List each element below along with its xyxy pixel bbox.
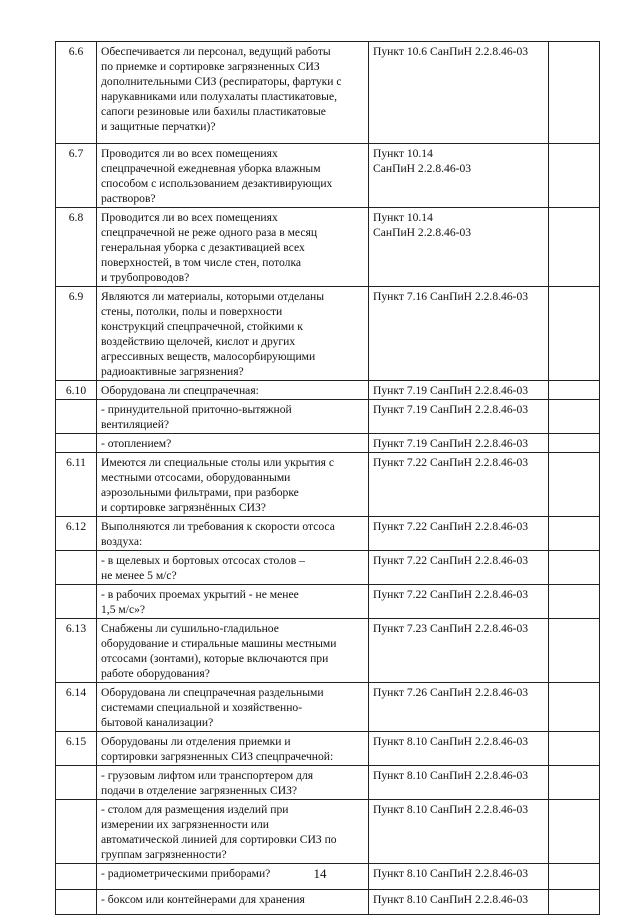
item-number: [56, 400, 97, 434]
answer-cell: [549, 732, 600, 766]
question-text: Проводится ли во всех помещениях спецпрачечной не реже одного раза в месяц генеральная уборка с дезактивацией всех поверхностей, в том числе стен, потолка и трубопроводов?: [97, 208, 369, 287]
answer-cell: [549, 434, 600, 453]
answer-cell: [549, 287, 600, 381]
norm-reference: Пункт 8.10 СанПиН 2.2.8.46-03: [369, 732, 549, 766]
answer-cell: [549, 800, 600, 864]
item-number: [56, 585, 97, 619]
norm-reference: Пункт 7.16 СанПиН 2.2.8.46-03: [369, 287, 549, 381]
norm-reference: Пункт 7.19 СанПиН 2.2.8.46-03: [369, 381, 549, 400]
question-text: Оборудована ли спецпрачечная:: [97, 381, 369, 400]
question-text: Являются ли материалы, которыми отделаны стены, потолки, полы и поверхности конструкций спецпрачечной, стойкими к воздействию щелочей, кислот и других агрессивных веществ, малосорбирующими радиоактивные загрязнения?: [97, 287, 369, 381]
question-text: Оборудованы ли отделения приемки и сортировки загрязненных СИЗ спецпрачечной:: [97, 732, 369, 766]
question-text: - в рабочих проемах укрытий - не менее 1,5 м/с»?: [97, 585, 369, 619]
answer-cell: [549, 208, 600, 287]
table-row: [56, 208, 600, 287]
question-text: Снабжены ли сушильно-гладильное оборудование и стиральные машины местными отсосами (зонтами), которые включаются при работе оборудования?: [97, 619, 369, 683]
item-number: [56, 766, 97, 800]
norm-reference: Пункт 7.26 СанПиН 2.2.8.46-03: [369, 683, 549, 732]
answer-cell: [549, 42, 600, 144]
question-text: Проводится ли во всех помещениях спецпрачечной ежедневная уборка влажным способом с использованием дезактивирующих растворов?: [97, 144, 369, 208]
item-number: 6.15: [56, 732, 97, 766]
page-number: 14: [313, 866, 327, 881]
question-text: - отоплением?: [97, 434, 369, 453]
norm-reference: Пункт 10.14 СанПиН 2.2.8.46-03: [369, 144, 549, 208]
table-row: [56, 144, 600, 208]
answer-cell: [549, 890, 600, 915]
item-number: 6.12: [56, 517, 97, 551]
answer-cell: [549, 453, 600, 517]
table-row: [56, 800, 600, 864]
answer-cell: [549, 517, 600, 551]
norm-reference: Пункт 7.19 СанПиН 2.2.8.46-03: [369, 434, 549, 453]
table-row: [56, 400, 600, 434]
table-row: [56, 890, 600, 915]
answer-cell: [549, 381, 600, 400]
question-text: - боксом или контейнерами для хранения: [97, 890, 369, 915]
table-row: [56, 551, 600, 585]
item-number: [56, 890, 97, 915]
table-row: [56, 732, 600, 766]
item-number: 6.6: [56, 42, 97, 144]
question-text: - в щелевых и бортовых отсосах столов – не менее 5 м/с?: [97, 551, 369, 585]
item-number: [56, 800, 97, 864]
norm-reference: Пункт 7.22 СанПиН 2.2.8.46-03: [369, 517, 549, 551]
norm-reference: Пункт 7.22 СанПиН 2.2.8.46-03: [369, 551, 549, 585]
norm-reference: Пункт 8.10 СанПиН 2.2.8.46-03: [369, 766, 549, 800]
answer-cell: [549, 766, 600, 800]
answer-cell: [549, 683, 600, 732]
question-text: Имеются ли специальные столы или укрытия с местными отсосами, оборудованными аэрозольными фильтрами, при разборке и сортировке загрязнённых СИЗ?: [97, 453, 369, 517]
norm-reference: Пункт 8.10 СанПиН 2.2.8.46-03: [369, 800, 549, 864]
table-row: [56, 381, 600, 400]
question-text: Обеспечивается ли персонал, ведущий работы по приемке и сортировке загрязненных СИЗ дополнительными СИЗ (респираторы, фартуки с нарукавниками или полухалаты пластикатовые, сапоги резиновые или бахилы пластикатовые и защитные перчатки)?: [97, 42, 369, 144]
table-row: [56, 619, 600, 683]
table-row: [56, 517, 600, 551]
item-number: 6.13: [56, 619, 97, 683]
question-text: Выполняются ли требования к скорости отсоса воздуха:: [97, 517, 369, 551]
answer-cell: [549, 144, 600, 208]
item-number: [56, 434, 97, 453]
table-row: [56, 766, 600, 800]
checklist-body: [56, 42, 600, 915]
table-row: [56, 585, 600, 619]
answer-cell: [549, 619, 600, 683]
table-row: [56, 287, 600, 381]
item-number: 6.8: [56, 208, 97, 287]
answer-cell: [549, 551, 600, 585]
norm-reference: Пункт 7.22 СанПиН 2.2.8.46-03: [369, 453, 549, 517]
answer-cell: [549, 585, 600, 619]
norm-reference: Пункт 8.10 СанПиН 2.2.8.46-03: [369, 890, 549, 915]
table-row: [56, 453, 600, 517]
answer-cell: [549, 400, 600, 434]
table-row: [56, 42, 600, 144]
checklist-table: [55, 41, 600, 915]
norm-reference: Пункт 10.6 СанПиН 2.2.8.46-03: [369, 42, 549, 144]
question-text: - принудительной приточно-вытяжной вентиляцией?: [97, 400, 369, 434]
norm-reference: Пункт 10.14 СанПиН 2.2.8.46-03: [369, 208, 549, 287]
item-number: 6.7: [56, 144, 97, 208]
question-text: - столом для размещения изделий при измерении их загрязненности или автоматической линией для сортировки СИЗ по группам загрязненности?: [97, 800, 369, 864]
question-text: Оборудована ли спецпрачечная раздельными системами специальной и хозяйственно- бытовой канализации?: [97, 683, 369, 732]
item-number: 6.9: [56, 287, 97, 381]
table-row: [56, 434, 600, 453]
table-row: [56, 683, 600, 732]
norm-reference: Пункт 7.22 СанПиН 2.2.8.46-03: [369, 585, 549, 619]
norm-reference: Пункт 7.23 СанПиН 2.2.8.46-03: [369, 619, 549, 683]
question-text: - грузовым лифтом или транспортером для подачи в отделение загрязненных СИЗ?: [97, 766, 369, 800]
norm-reference: Пункт 8.10 СанПиН 2.2.8.46-03: [369, 864, 549, 890]
norm-reference: Пункт 7.19 СанПиН 2.2.8.46-03: [369, 400, 549, 434]
item-number: 6.11: [56, 453, 97, 517]
question-text: - радиометрическими приборами?: [97, 864, 369, 890]
item-number: 6.14: [56, 683, 97, 732]
item-number: [56, 551, 97, 585]
item-number: 6.10: [56, 381, 97, 400]
